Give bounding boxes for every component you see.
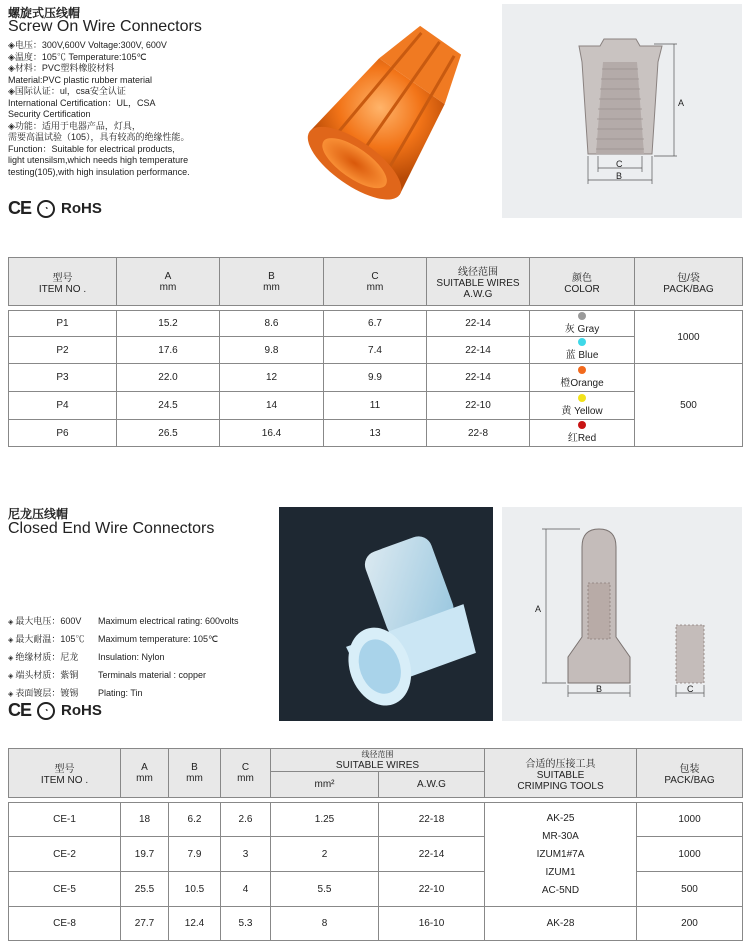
dimension-label-c: C <box>687 684 694 694</box>
closed-end-spec-table <box>8 748 743 941</box>
header-a: A mm <box>121 749 169 798</box>
screw-on-spec-table <box>8 257 743 447</box>
cell-b: 7.9 <box>169 837 221 872</box>
orange-wire-connector-icon <box>279 4 493 218</box>
cell-a: 26.5 <box>117 420 220 447</box>
header-mm2: mm² <box>271 772 379 798</box>
section2-certifications <box>8 700 102 721</box>
cell-item: P1 <box>9 311 117 337</box>
header-c: C mm <box>324 258 427 306</box>
spec-line: 需要高温试验（105），具有较高的绝缘性能。 <box>8 132 190 142</box>
cell-awg: 22-14 <box>427 337 530 364</box>
product-photo-screw-on <box>279 4 493 218</box>
cell-a: 24.5 <box>117 392 220 420</box>
section1-specs <box>8 40 278 178</box>
cell-mm2: 2 <box>271 837 379 872</box>
cell-c: 9.9 <box>324 364 427 392</box>
table-row <box>9 311 743 337</box>
cell-a: 22.0 <box>117 364 220 392</box>
blue-swatch-icon <box>578 338 586 346</box>
spec-line: testing(105),with high insulation performance. <box>8 166 190 177</box>
certification-circle-icon: ◔ <box>37 200 55 218</box>
header-suitable-wires: 线径范围 SUITABLE WIRES <box>271 749 485 772</box>
rohs-mark: RoHS <box>61 200 102 217</box>
cell-a: 18 <box>121 803 169 837</box>
header-crimping-tools: 合适的压接工具 SUITABLE CRIMPING TOOLS <box>485 749 637 798</box>
cell-item: P3 <box>9 364 117 392</box>
header-pack-bag: 包装 PACK/BAG <box>637 749 743 798</box>
cell-b: 14 <box>220 392 324 420</box>
spec-line: ◈ 表面镀层：镀锡 Plating: Tin <box>8 685 239 703</box>
cell-mm2: 8 <box>271 907 379 941</box>
cell-item: CE-2 <box>9 837 121 872</box>
cell-color: 蓝 Blue <box>530 337 635 364</box>
table-row <box>9 803 743 837</box>
dimension-diagram-screw-on <box>502 4 742 218</box>
header-b: B mm <box>220 258 324 306</box>
header-suitable-wires: 线径范围 SUITABLE WIRES A.W.G <box>427 258 530 306</box>
dimension-label-c: C <box>616 159 623 169</box>
section2-title-en: Closed End Wire Connectors <box>8 520 215 537</box>
rohs-mark: RoHS <box>61 702 102 719</box>
cell-c: 3 <box>221 837 271 872</box>
section1-certifications <box>8 198 102 219</box>
cell-tools: AK-28 <box>485 907 637 941</box>
cell-awg: 22-14 <box>379 837 485 872</box>
table-row <box>9 364 743 392</box>
spec-line: light utensilsm,which needs high temperature <box>8 155 189 165</box>
section1-title-en: Screw On Wire Connectors <box>8 18 202 35</box>
spec-line: ◈国际认证：ul，csa安全认证 <box>8 86 126 96</box>
cell-pack: 500 <box>635 364 743 447</box>
spec-line: ◈ 端头材质：紫铜 Terminals material : copper <box>8 667 239 685</box>
cell-color: 橙Orange <box>530 364 635 392</box>
dimension-label-a: A <box>535 604 542 614</box>
cell-c: 4 <box>221 872 271 907</box>
cell-item: CE-5 <box>9 872 121 907</box>
section2-specs <box>8 613 239 703</box>
cell-pack: 1000 <box>635 311 743 364</box>
cell-b: 12 <box>220 364 324 392</box>
table-row <box>9 337 743 364</box>
product-photo-closed-end <box>279 507 493 721</box>
cell-item: CE-8 <box>9 907 121 941</box>
cell-item: P4 <box>9 392 117 420</box>
certification-circle-icon: ◔ <box>37 702 55 720</box>
cell-mm2: 5.5 <box>271 872 379 907</box>
gray-swatch-icon <box>578 312 586 320</box>
red-swatch-icon <box>578 421 586 429</box>
ce-mark-icon: CE <box>8 198 32 218</box>
header-item-no: 型号 ITEM NO . <box>9 749 121 798</box>
dimension-label-a: A <box>678 98 685 108</box>
header-b: B mm <box>169 749 221 798</box>
spec-line: ◈温度：105℃ Temperature:105℃ <box>8 51 147 62</box>
spec-line: Function：Suitable for electrical products, <box>8 143 175 154</box>
cell-color: 黄 Yellow <box>530 392 635 420</box>
cell-a: 19.7 <box>121 837 169 872</box>
cell-awg: 22-18 <box>379 803 485 837</box>
cell-item: P2 <box>9 337 117 364</box>
table-row <box>9 907 743 941</box>
dimension-label-b: B <box>596 684 603 694</box>
cell-c: 7.4 <box>324 337 427 364</box>
cell-b: 16.4 <box>220 420 324 447</box>
dimension-diagram-closed-end <box>502 507 742 721</box>
spec-line: ◈电压：300V,600V Voltage:300V, 600V <box>8 40 167 50</box>
cell-b: 9.8 <box>220 337 324 364</box>
cell-color: 红Red <box>530 420 635 447</box>
table-row <box>9 420 743 447</box>
cell-pack: 1000 <box>637 837 743 872</box>
spec-line: Material:PVC plastic rubber material <box>8 74 153 85</box>
closed-end-connector-diagram-icon <box>502 507 742 721</box>
header-pack-bag: 包/袋 PACK/BAG <box>635 258 743 306</box>
ce-mark-icon: CE <box>8 700 32 720</box>
cell-a: 17.6 <box>117 337 220 364</box>
cell-c: 6.7 <box>324 311 427 337</box>
cell-item: CE-1 <box>9 803 121 837</box>
cell-awg: 22-8 <box>427 420 530 447</box>
cell-pack: 200 <box>637 907 743 941</box>
dimension-label-b: B <box>616 171 623 181</box>
spec-line: ◈ 绝缘材质：尼龙 Insulation: Nylon <box>8 649 239 667</box>
cell-pack: 500 <box>637 872 743 907</box>
table-row <box>9 392 743 420</box>
table-header-row <box>9 258 743 306</box>
spec-line: International Certification：UL，CSA <box>8 97 156 108</box>
blue-closed-end-connector-icon <box>279 507 493 721</box>
spec-line: ◈ 最大耐温：105℃ Maximum temperature: 105℃ <box>8 631 239 649</box>
cell-b: 12.4 <box>169 907 221 941</box>
header-color: 颜色 COLOR <box>530 258 635 306</box>
cell-awg: 22-10 <box>379 872 485 907</box>
cell-pack: 1000 <box>637 803 743 837</box>
header-item-no: 型号 ITEM NO . <box>9 258 117 306</box>
cell-c: 13 <box>324 420 427 447</box>
cell-b: 6.2 <box>169 803 221 837</box>
header-c: C mm <box>221 749 271 798</box>
spec-line: ◈功能：适用于电器产品，灯具， <box>8 120 141 131</box>
section1-title-cn: 螺旋式压线帽 <box>8 6 81 20</box>
cell-a: 25.5 <box>121 872 169 907</box>
cell-c: 5.3 <box>221 907 271 941</box>
cone-connector-diagram-icon <box>502 4 742 218</box>
spec-line: Security Certification <box>8 109 91 119</box>
cell-awg: 22-14 <box>427 364 530 392</box>
cell-a: 15.2 <box>117 311 220 337</box>
cell-awg: 22-14 <box>427 311 530 337</box>
header-a: A mm <box>117 258 220 306</box>
cell-color: 灰 Gray <box>530 311 635 337</box>
cell-mm2: 1.25 <box>271 803 379 837</box>
spec-line: ◈材料：PVC塑料橡胶材料 <box>8 63 115 73</box>
section2-title-cn: 尼龙压线帽 <box>8 507 69 521</box>
yellow-swatch-icon <box>578 394 586 402</box>
cell-awg: 16-10 <box>379 907 485 941</box>
cell-item: P6 <box>9 420 117 447</box>
cell-b: 8.6 <box>220 311 324 337</box>
cell-c: 2.6 <box>221 803 271 837</box>
cell-b: 10.5 <box>169 872 221 907</box>
spec-line: ◈ 最大电压：600V Maximum electrical rating: 600volts <box>8 613 239 631</box>
table-header-row <box>9 749 743 772</box>
header-awg: A.W.G <box>379 772 485 798</box>
cell-a: 27.7 <box>121 907 169 941</box>
cell-awg: 22-10 <box>427 392 530 420</box>
cell-c: 11 <box>324 392 427 420</box>
cell-tools: AK-25 MR-30A IZUM1#7A IZUM1 AC-5ND <box>485 803 637 907</box>
orange-swatch-icon <box>578 366 586 374</box>
